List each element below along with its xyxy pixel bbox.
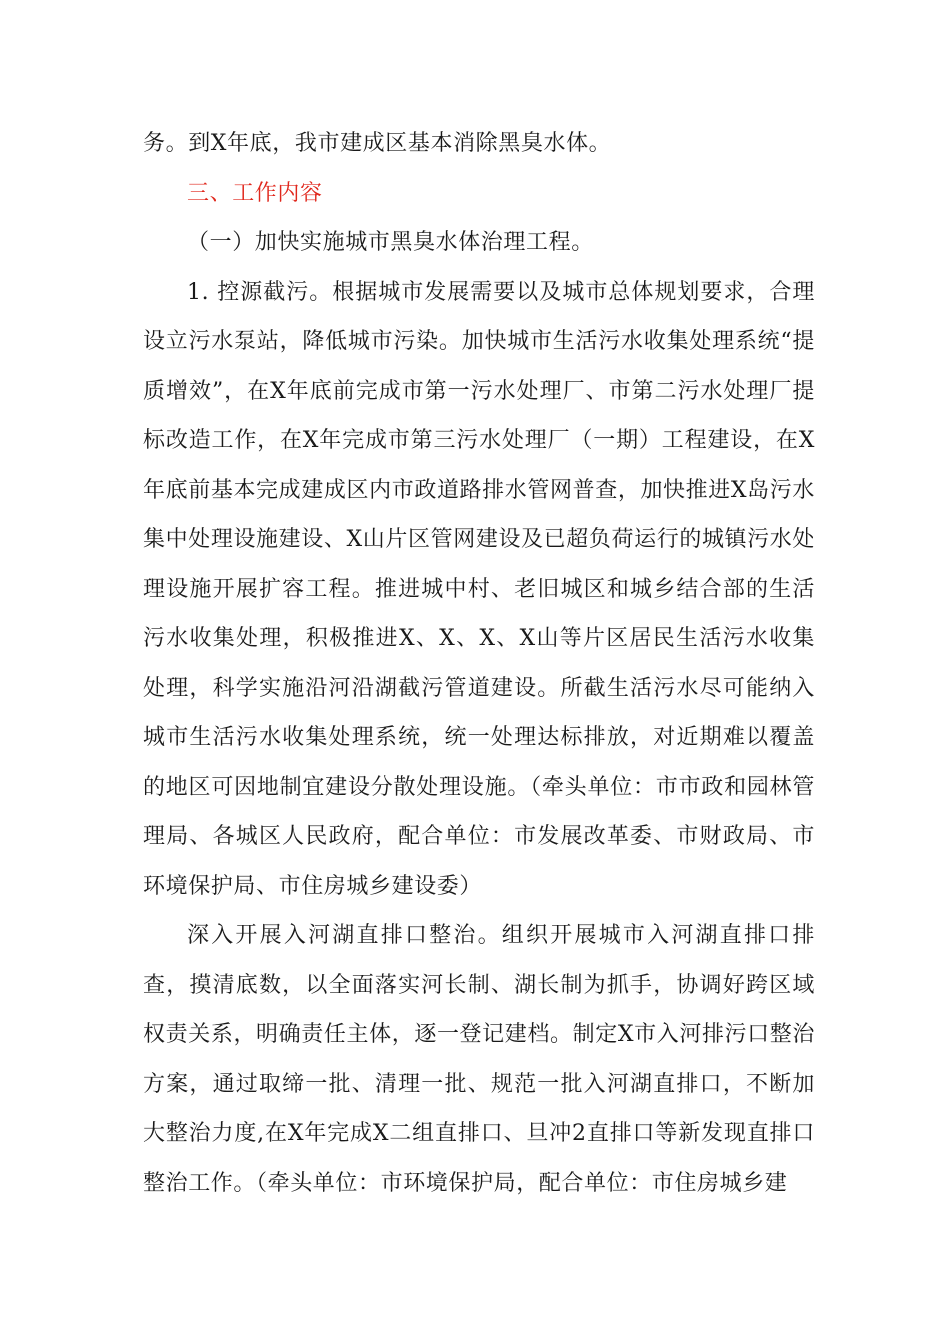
paragraph-source-control: 1. 控源截污。根据城市发展需要以及城市总体规划要求，合理设立污水泵站，降低城市污染。加快城市生活污水收集处理系统“提质增效”，在X年底前完成市第一污水处理厂、市第二污水处理厂提标改造工作，在X年完成市第三污水处理厂（一期）工程建设，在X年底前基本完成建成区内市政道路排水管网普查，加快推进X岛污水集中处理设施建设、X山片区管网建设及已超负荷运行的城镇污水处理设施开展扩容工程。推进城中村、老旧城区和城乡结合部的生活污水收集处理，积极推进X、X、X、X山等片区居民生活污水收集处理，科学实施沿河沿湖截污管道建设。所截生活污水尽可能纳入城市生活污水收集处理系统，统一处理达标排放，对近期难以覆盖的地区可因地制宜建设分散处理设施。（牵头单位：市市政和园林管理局、各城区人民政府，配合单位：市发展改革委、市财政局、市环境保护局、市住房城乡建设委） (143, 279, 815, 899)
subheading: （一）加快实施城市黑臭水体治理工程。 (187, 230, 594, 255)
paragraph-continuation: 务。到X年底，我市建成区基本消除黑臭水体。 (143, 131, 612, 156)
paragraph-outfall-rectification: 深入开展入河湖直排口整治。组织开展城市入河湖直排口排查，摸清底数，以全面落实河长制、湖长制为抓手，协调好跨区域权责关系，明确责任主体，逐一登记建档。制定X市入河排污口整治方案，通过取缔一批、清理一批、规范一批入河湖直排口，不断加大整治力度,在X年完成X二组直排口、旦冲2直排口等新发现直排口整治工作。（牵头单位：市环境保护局，配合单位：市住房城乡建 (143, 923, 815, 1196)
document-body (143, 119, 815, 1208)
section-heading: 三、工作内容 (187, 180, 323, 206)
